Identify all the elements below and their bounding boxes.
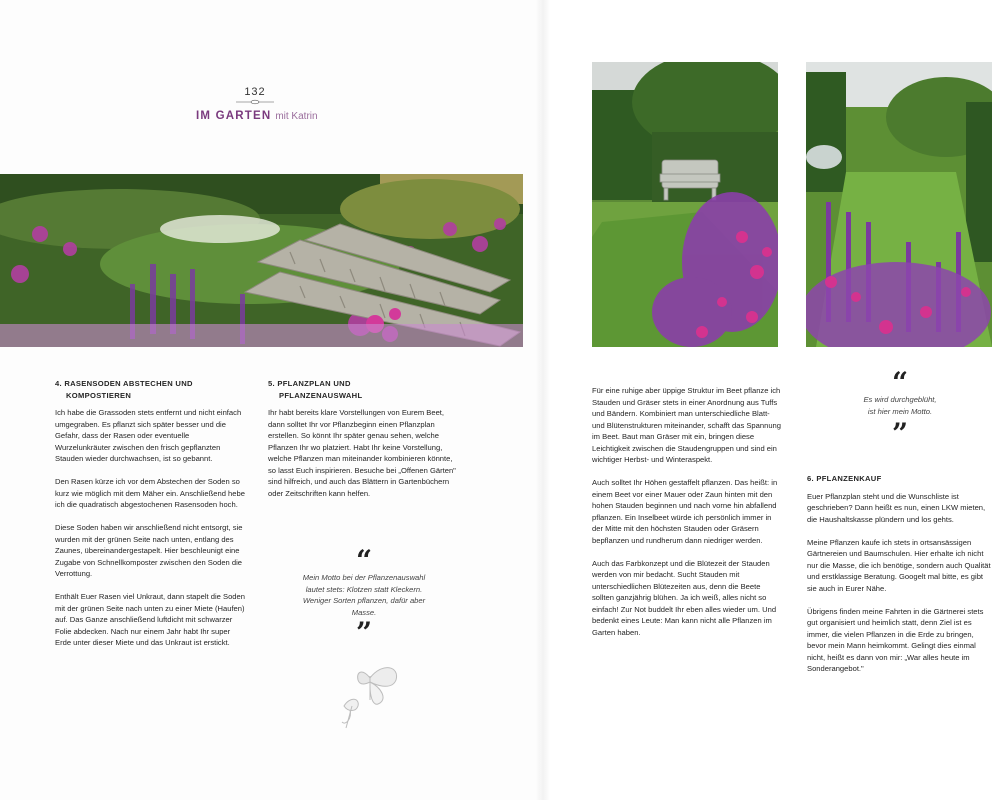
page-number: 132 (244, 86, 266, 98)
open-quote-mark: “ (355, 544, 373, 577)
paragraph: Diese Soden haben wir anschließend nicht entsorgt, sie wurden mit der grünen Seite nach unten, entlang des Zaunes, übereinandergestapelt. Hier beschleunigt eine Zugabe von Schnellkomposter zwischen den Soden die Verrottung. (55, 523, 243, 578)
paragraph: Auch solltet Ihr Höhen gestaffelt pflanzen. Das heißt: in einem Beet vor einer Mauer oder Zaun hinten mit den hohen Stauden beginnen und nach vorne hin abfallend pflanzen. Ein Inselbeet würde ich persönlich immer in der Mitte mit den höchsten Stauden oder Gräsern bepflanzen und rundherum dann niedriger werden. (592, 478, 778, 545)
pull-quote-left (294, 544, 434, 649)
heading-rasensoden-line2: KOMPOSTIEREN (66, 390, 132, 400)
text-column-right-1 (592, 385, 782, 650)
close-quote-mark: ” (355, 616, 373, 649)
paragraph: Enthält Euer Rasen viel Unkraut, dann stapelt die Soden mit der grünen Seite nach unten zu einer Miete (Haufen) auf. Das Ganze anschließend luftdicht mit schwarzer Folie abdecken. Nach nur einem Jahr habt Ihr super Erde unter dieser Miete und das Unkraut ist erstickt. (55, 592, 245, 647)
pull-quote-text: Mein Motto bei der Pflanzenauswahl lautet stets: Klotzen statt Kleckern. Weniger Sorten pflanzen, dafür aber Masse. (302, 573, 426, 617)
paragraph: Meine Pflanzen kaufe ich stets in ortsansässigen Gärtnereien und Baumschulen. Hier erhalte ich nicht nur die Masse, die ich benötige, sondern auch Qualität und erstklassige Beratung. Googelt mal bitte, es gibt sie auch in Eurer Nähe. (807, 537, 991, 593)
pull-quote-line1: Es wird durchgeblüht, (863, 395, 937, 404)
heading-rasensoden-line1: 4. RASENSODEN ABSTECHEN UND (55, 379, 193, 388)
heading-pflanzplan-line1: 5. PFLANZPLAN UND (268, 379, 351, 388)
photo-garden-bench (592, 62, 778, 347)
paragraph: Euer Pflanzplan steht und die Wunschliste ist geschrieben? Dann heißt es nun, einen LKW mieten, die Haushaltskasse plündern und los gehts. (807, 491, 986, 524)
ornament-divider (236, 99, 274, 105)
heading-pflanzplan (268, 378, 458, 401)
heading-rasensoden (55, 378, 245, 401)
paragraph: Für eine ruhige aber üppige Struktur im Beet pflanze ich Stauden und Gräser stets in einer Anordnung aus Tuffs und Bändern. Kombiniert man unterschiedliche Blatt- und Blütenstrukturen miteinander, schafft das Spannung im Beet. Baut man Gräser mit ein, bringen diese Leichtigkeit zwischen die Staudengruppen und sind ein wichtiger Herbst- und Winteraspekt. (592, 386, 781, 464)
section-header (196, 110, 318, 122)
butterfly-icon (330, 656, 410, 736)
section-title: IM GARTEN (196, 110, 272, 122)
pull-quote-right (830, 366, 970, 450)
photo-garden-loungers (0, 174, 523, 347)
text-column-left-2 (268, 378, 458, 511)
page-fold (536, 0, 550, 800)
text-column-right-2 (807, 473, 992, 686)
text-column-left-1 (55, 378, 245, 660)
photo-garden-lawn (806, 62, 992, 347)
close-quote-mark: ” (891, 417, 909, 450)
pull-quote-line2: ist hier mein Motto. (867, 406, 933, 416)
heading-pflanzplan-line2: PFLANZENAUSWAHL (279, 390, 363, 400)
paragraph: Ich habe die Grassoden stets entfernt und nicht einfach umgegraben. Es pflanzt sich später besser und die Gefahr, dass der Rasen oder eventuelle Wurzelunkräuter zwischen den frisch gepflanzten Stauden wieder durchwachsen, ist so gebannt. (55, 408, 242, 463)
heading-pflanzenkauf: 6. PFLANZENKAUF (807, 474, 882, 483)
open-quote-mark: “ (891, 366, 909, 399)
paragraph: Den Rasen kürze ich vor dem Abstechen der Soden so kurz wie möglich mit dem Mäher ein. Anschließend hebe ich die quadratisch abgestochenen Rasensoden hoch. (55, 477, 245, 509)
section-subtitle: mit Katrin (275, 111, 318, 122)
paragraph: Auch das Farbkonzept und die Blütezeit der Stauden werden von mir bedacht. Sucht Stauden mit unterschiedlichen Blütezeiten aus, denn die Beete sollten ganzjährig blühen. Ja ich weiß, alles nicht so einfach! Zur Not buddelt Ihr eben alles wieder um. Und bedenkt eines Leute: Man kann nicht alle Pflanzen im Garten haben. (592, 558, 777, 637)
paragraph: Übrigens finden meine Fahrten in die Gärtnerei stets gut organisiert und heimlich statt, denn Ziel ist es immer, die vielen Pflanzen in die Erde zu bringen, bevor mein Mann heimkommt. Gelingt dies einmal nicht, heißt es dann von mir: „War alles heute im Sonderangebot." (807, 606, 984, 673)
paragraph: Ihr habt bereits klare Vorstellungen von Eurem Beet, dann solltet Ihr vor Pflanzbeginn einen Pflanzplan erstellen. So könnt Ihr später genau sehen, welche Pflanzen Ihr wo platziert. Habt Ihr keine Vorstellung, welche Pflanzen man miteinander kombinieren könnte, so lasst Euch inspirieren. Besuche bei „Offenen Gärten" sind hilfreich, und auch das Blättern in Gartenbüchern oder Zeitschriften kann helfen. (268, 408, 456, 498)
